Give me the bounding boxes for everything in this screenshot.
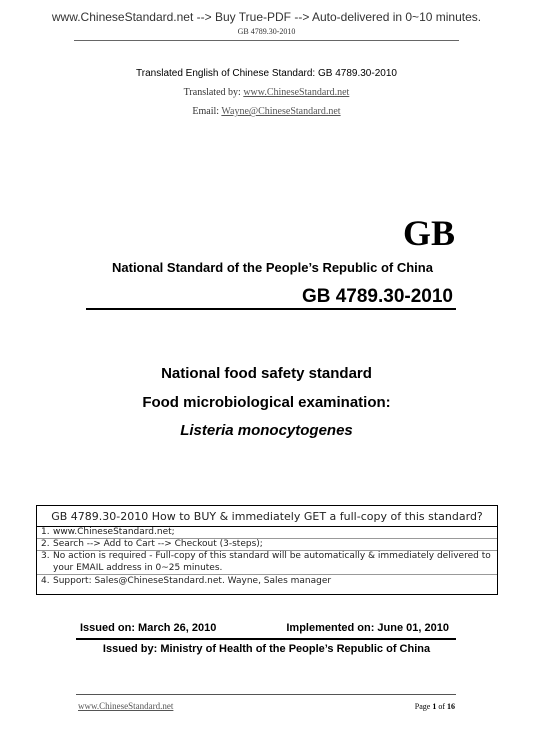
dates-rule — [76, 638, 456, 640]
buy-step-3-num: 3. — [41, 551, 50, 561]
header-doc-code: GB 4789.30-2010 — [237, 27, 296, 36]
header-banner[interactable]: www.ChineseStandard.net --> Buy True-PDF --> Auto-delivered in 0~10 minutes. — [51, 10, 482, 24]
number-rule — [86, 308, 456, 310]
buy-step-3 — [41, 550, 491, 562]
page-mid: of — [436, 702, 447, 711]
buy-step-3-text: No action is required - Full-copy of this standard will be automatically & immediately delivered to — [53, 551, 491, 561]
buy-step-1-text[interactable]: www.ChineseStandard.net; — [53, 527, 175, 537]
buy-step-4-num: 4. — [41, 576, 50, 586]
page-prefix: Page — [414, 702, 433, 711]
translation-title: Translated English of Chinese Standard: GB 4789.30-2010 — [136, 68, 397, 79]
email-link[interactable]: Wayne@ChineseStandard.net — [221, 106, 341, 117]
gb-logo: GB — [402, 213, 455, 253]
main-title-line2: Food microbiological examination: — [142, 394, 391, 411]
main-title-line1: National food safety standard — [161, 365, 372, 382]
republic-title: National Standard of the People’s Republic of China — [112, 260, 433, 275]
buy-step-1-num: 1. — [41, 527, 50, 537]
buy-step-3-cont — [41, 562, 222, 574]
page-total: 16 — [447, 702, 455, 711]
email-label: Email: — [192, 106, 222, 117]
issued-on: Issued on: March 26, 2010 — [80, 622, 217, 634]
translated-by-label: Translated by: — [183, 87, 244, 98]
standard-number: GB 4789.30-2010 — [301, 286, 453, 307]
buy-step-2-num: 2. — [41, 539, 50, 549]
email-line — [0, 106, 533, 117]
main-title-line3: Listeria monocytogenes — [180, 422, 353, 439]
buy-step-2 — [41, 538, 263, 550]
footer-page-number — [415, 702, 455, 711]
implemented-on: Implemented on: June 01, 2010 — [286, 622, 449, 634]
buy-step-3-cont-text: your EMAIL address in 0~25 minutes. — [53, 563, 223, 573]
footer-site-link[interactable]: www.ChineseStandard.net — [78, 701, 174, 711]
buy-step-1 — [41, 526, 175, 538]
issued-by: Issued by: Ministry of Health of the People’s Republic of China — [102, 643, 431, 655]
buy-step-2-text: Search --> Add to Cart --> Checkout (3-steps); — [53, 539, 263, 549]
header-rule — [74, 40, 459, 41]
translated-by-link[interactable]: www.ChineseStandard.net — [243, 87, 350, 98]
translated-by — [0, 87, 533, 98]
buy-box-title: GB 4789.30-2010 How to BUY & immediately GET a full-copy of this standard? — [51, 510, 483, 523]
footer-rule — [76, 694, 456, 695]
page-current: 1 — [432, 702, 437, 711]
buy-info-box — [36, 505, 498, 595]
buy-step-4 — [41, 575, 331, 587]
buy-step-4-text[interactable]: Support: Sales@ChineseStandard.net. Wayne, Sales manager — [53, 576, 332, 586]
